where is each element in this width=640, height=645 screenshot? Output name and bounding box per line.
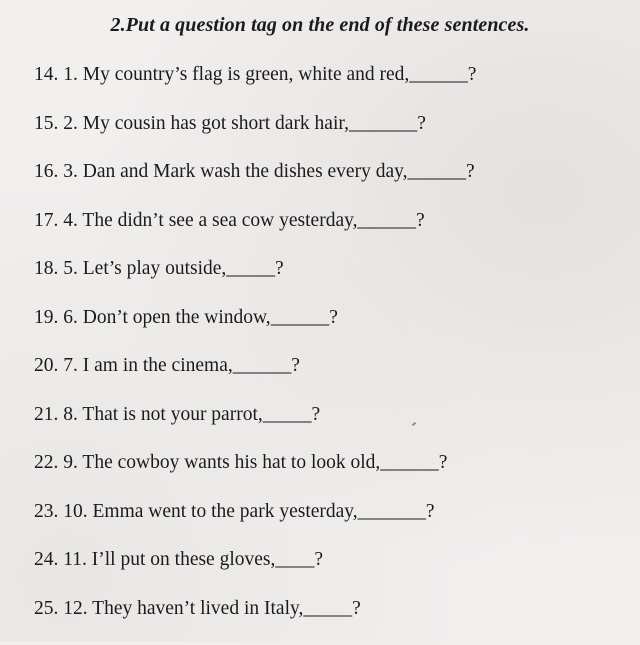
answer-blank[interactable]: _______ bbox=[358, 501, 426, 522]
question-text: Let’s play outside, bbox=[83, 258, 227, 279]
question-item bbox=[34, 354, 476, 403]
question-item bbox=[34, 403, 476, 452]
question-number: 20. 7. bbox=[34, 355, 78, 376]
question-mark: ? bbox=[417, 113, 426, 134]
question-text: I am in the cinema, bbox=[83, 355, 233, 376]
question-item bbox=[34, 451, 476, 500]
answer-blank[interactable]: _____ bbox=[263, 404, 312, 425]
question-item bbox=[34, 500, 476, 549]
answer-blank[interactable]: ______ bbox=[357, 210, 416, 231]
question-mark: ? bbox=[439, 452, 448, 473]
question-mark: ? bbox=[352, 598, 361, 619]
answer-blank[interactable]: ______ bbox=[409, 64, 468, 85]
question-item bbox=[34, 160, 476, 209]
question-mark: ? bbox=[314, 549, 323, 570]
question-text: I’ll put on these gloves, bbox=[92, 549, 276, 570]
question-number: 19. 6. bbox=[34, 307, 78, 328]
question-number: 18. 5. bbox=[34, 258, 78, 279]
question-text: They haven’t lived in Italy, bbox=[92, 598, 303, 619]
question-item bbox=[34, 548, 476, 597]
question-list bbox=[34, 63, 476, 645]
question-text: That is not your parrot, bbox=[82, 404, 262, 425]
exercise-title: 2.Put a question tag on the end of these sentences. bbox=[0, 14, 640, 37]
question-mark: ? bbox=[329, 307, 338, 328]
question-text: My country’s flag is green, white and red, bbox=[83, 64, 410, 85]
question-text: Don’t open the window, bbox=[83, 307, 271, 328]
question-mark: ? bbox=[416, 210, 425, 231]
question-mark: ? bbox=[426, 501, 435, 522]
question-item bbox=[34, 209, 476, 258]
question-item bbox=[34, 597, 476, 645]
question-text: The didn’t see a sea cow yesterday, bbox=[82, 210, 357, 231]
question-number: 16. 3. bbox=[34, 161, 78, 182]
answer-blank[interactable]: ______ bbox=[407, 161, 466, 182]
question-item bbox=[34, 306, 476, 355]
question-item bbox=[34, 112, 476, 161]
question-text: The cowboy wants his hat to look old, bbox=[82, 452, 380, 473]
question-mark: ? bbox=[275, 258, 284, 279]
answer-blank[interactable]: ______ bbox=[233, 355, 292, 376]
question-number: 24. 11. bbox=[34, 549, 87, 570]
question-text: Emma went to the park yesterday, bbox=[93, 501, 358, 522]
question-number: 21. 8. bbox=[34, 404, 78, 425]
question-number: 14. 1. bbox=[34, 64, 78, 85]
question-number: 17. 4. bbox=[34, 210, 78, 231]
question-number: 15. 2. bbox=[34, 113, 78, 134]
question-item bbox=[34, 63, 476, 112]
question-mark: ? bbox=[466, 161, 475, 182]
question-text: My cousin has got short dark hair, bbox=[83, 113, 349, 134]
question-number: 22. 9. bbox=[34, 452, 78, 473]
answer-blank[interactable]: _____ bbox=[226, 258, 275, 279]
answer-blank[interactable]: ____ bbox=[275, 549, 314, 570]
question-mark: ? bbox=[468, 64, 477, 85]
question-text: Dan and Mark wash the dishes every day, bbox=[83, 161, 408, 182]
question-mark: ? bbox=[291, 355, 300, 376]
question-mark: ? bbox=[312, 404, 321, 425]
question-number: 23. 10. bbox=[34, 501, 88, 522]
answer-blank[interactable]: ______ bbox=[271, 307, 330, 328]
answer-blank[interactable]: _______ bbox=[349, 113, 417, 134]
answer-blank[interactable]: _____ bbox=[303, 598, 352, 619]
question-item bbox=[34, 257, 476, 306]
question-number: 25. 12. bbox=[34, 598, 88, 619]
answer-blank[interactable]: ______ bbox=[380, 452, 439, 473]
